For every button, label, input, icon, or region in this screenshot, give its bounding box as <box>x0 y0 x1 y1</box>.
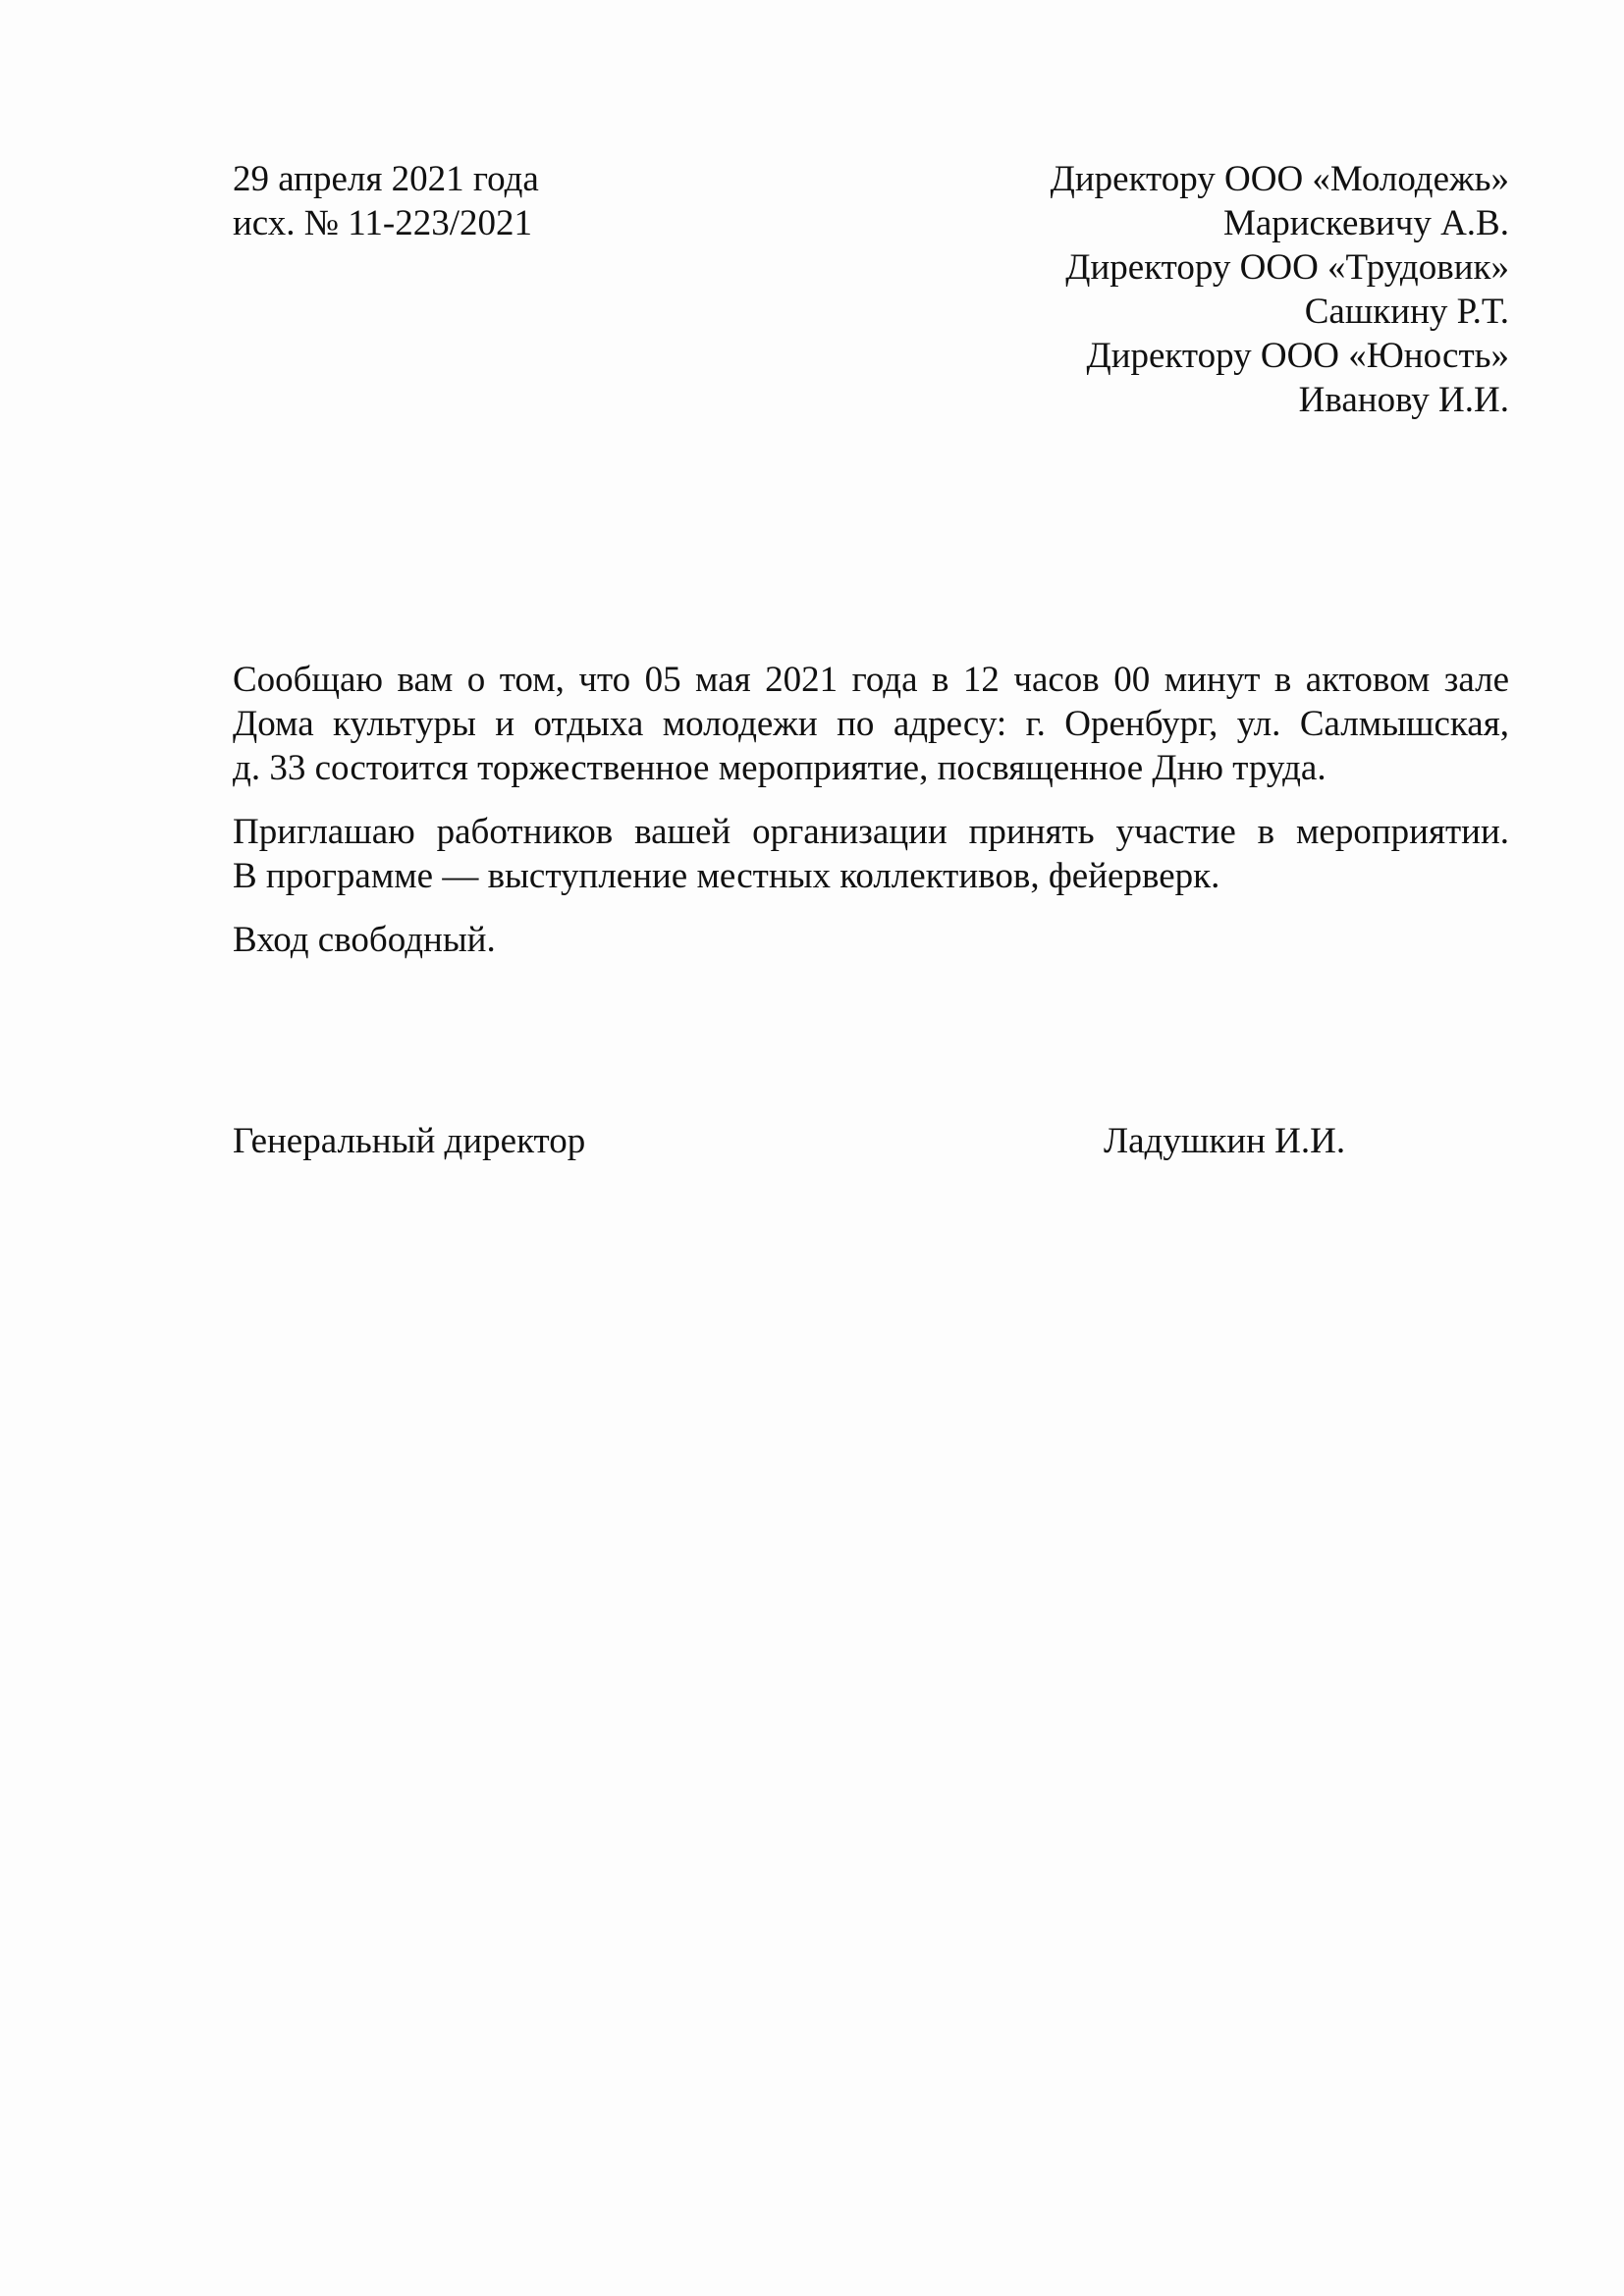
body-line: д. 33 состоится торжественное мероприятие, посвященное Дню труда. <box>233 748 1326 788</box>
signatory-name: Ладушкин И.И. <box>1104 1121 1346 1161</box>
body-line: Приглашаю работников вашей организации принять участие в мероприятии. <box>233 812 1509 852</box>
body-line: Сообщаю вам о том, что 05 мая 2021 года в 12 часов 00 минут в актовом зале <box>233 660 1509 700</box>
body-paragraph-announcement <box>233 658 1509 790</box>
recipient-name: Сашкину Р.Т. <box>1304 292 1509 332</box>
body-paragraph-invitation <box>233 810 1509 898</box>
body-line: Вход свободный. <box>233 920 496 960</box>
recipients-block <box>822 157 1509 422</box>
letter-body <box>233 658 1509 982</box>
signatory-title: Генеральный директор <box>233 1121 586 1161</box>
recipient-position: Директору ООО «Молодежь» <box>1050 159 1509 199</box>
body-line: Дома культуры и отдыха молодежи по адресу: г. Оренбург, ул. Салмышская, <box>233 704 1509 744</box>
recipient-name: Марискевичу А.В. <box>1222 203 1509 243</box>
body-line: В программе — выступление местных коллективов, фейерверк. <box>233 856 1220 896</box>
body-paragraph-entry <box>233 918 1509 962</box>
letter-header-left <box>233 157 822 245</box>
recipient-name: Иванову И.И. <box>1298 380 1509 420</box>
recipient-position: Директору ООО «Трудовик» <box>1065 247 1509 288</box>
recipient-position: Директору ООО «Юность» <box>1086 336 1509 376</box>
outgoing-number: исх. № 11-223/2021 <box>233 203 533 243</box>
letter-date: 29 апреля 2021 года <box>233 159 539 199</box>
